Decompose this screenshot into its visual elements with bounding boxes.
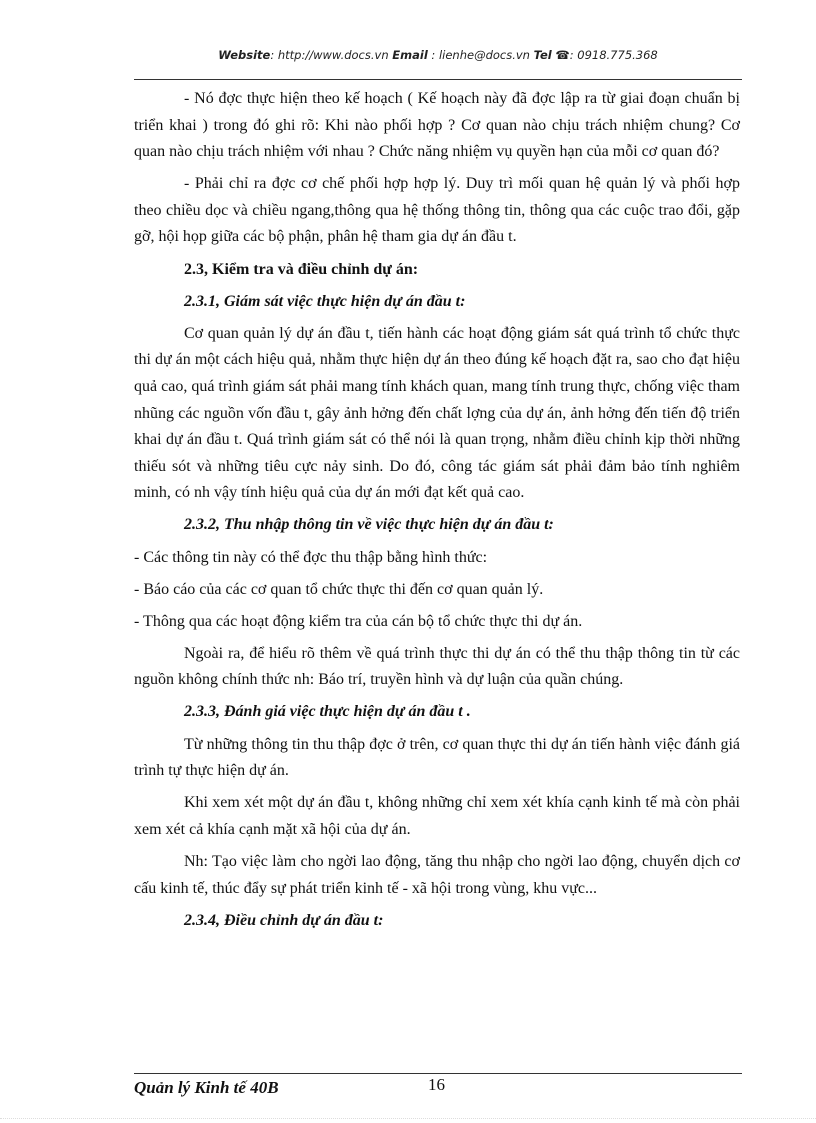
footer-divider <box>134 1073 742 1074</box>
subsection-heading: 2.3.1, Giám sát việc thực hiện dự án đầu t: <box>184 292 466 310</box>
body-paragraph: - Phải chỉ ra đợc cơ chế phối hợp hợp lý. Duy trì mối quan hệ quản lý và phối hợp theo chiều dọc và chiều ngang,thông qua hệ thống thông tin, thông qua các cuộc trao đổi, gặp gỡ, hội họp giữa các bộ phận, phân hệ tham gia dự án đầu t. <box>134 175 740 246</box>
page-number: 16 <box>428 1075 445 1094</box>
section-heading: 2.3, Kiểm tra và điều chỉnh dự án: <box>184 260 419 278</box>
body-paragraph: - Các thông tin này có thể đợc thu thập bằng hình thức: <box>134 548 488 566</box>
email-value: : lienhe@docs.vn <box>431 48 530 62</box>
header-divider <box>134 79 742 80</box>
subsection-heading: 2.3.3, Đánh giá việc thực hiện dự án đầu t . <box>184 703 471 721</box>
email-label: Email <box>392 48 428 62</box>
body-paragraph: - Báo cáo của các cơ quan tổ chức thực thi đến cơ quan quản lý. <box>134 580 544 598</box>
subsection-heading: 2.3.2, Thu nhập thông tin về việc thực hiện dự án đầu t: <box>184 516 554 534</box>
subsection-heading: 2.3.4, Điều chỉnh dự án đầu t: <box>184 911 384 929</box>
tel-value: : 0918.775.368 <box>569 48 658 62</box>
phone-icon: ☎ <box>555 48 570 62</box>
body-paragraph: Từ những thông tin thu thập đợc ở trên, cơ quan thực thi dự án tiến hành việc đánh giá trình tự thực hiện dự án. <box>134 735 740 780</box>
website-label: Website <box>218 48 271 62</box>
body-paragraph: Ngoài ra, để hiểu rõ thêm về quá trình thực thi dự án có thể thu thập thông tin từ các nguồn không chính thức nh: Báo trí, truyền hình và dự luận của quần chúng. <box>134 644 740 689</box>
page-edge-divider <box>0 1118 816 1119</box>
website-value: : http://www.docs.vn <box>270 48 389 62</box>
footer-course-title: Quản lý Kinh tế 40B <box>134 1078 279 1097</box>
document-body <box>134 86 740 940</box>
body-paragraph: - Thông qua các hoạt động kiểm tra của cán bộ tổ chức thực thi dự án. <box>134 612 583 630</box>
tel-label: Tel <box>533 48 552 62</box>
body-paragraph: Khi xem xét một dự án đầu t, không những chỉ xem xét khía cạnh kinh tế mà còn phải xem xét cả khía cạnh mặt xã hội của dự án. <box>134 794 740 838</box>
page-header <box>134 48 742 62</box>
body-paragraph: - Nó đợc thực hiện theo kế hoạch ( Kế hoạch này đã đợc lập ra từ giai đoạn chuẩn bị triển khai ) trong đó ghi rõ: Khi nào phối hợp ? Cơ quan nào chịu trách nhiệm chung? Cơ quan nào chịu trách nhiệm với nhau ? Chức năng nhiệm vụ quyền hạn của mỗi cơ quan đó? <box>134 90 740 161</box>
body-paragraph: Cơ quan quản lý dự án đầu t, tiến hành các hoạt động giám sát quá trình tổ chức thực thi dự án một cách hiệu quả, nhằm thực hiện dự án theo đúng kế hoạch đặt ra, sao cho đạt hiệu quả cao, quá trình giám sát phải mang tính khách quan, mang tính trung thực, chống việc tham nhũng các nguồn vốn đầu t, gây ảnh hởng đến chất lợng của dự án, ảnh hởng đến tiến độ triển khai dự án đầu t. Quá trình giám sát có thể nói là quan trọng, nhằm điều chỉnh kịp thời những thiếu sót và những tiêu cực nảy sinh. Do đó, công tác giám sát phải đảm bảo tính nghiêm minh, có nh vậy tính hiệu quả của dự án mới đạt kết quả cao. <box>134 324 740 502</box>
body-paragraph: Nh: Tạo việc làm cho ngời lao động, tăng thu nhập cho ngời lao động, chuyển dịch cơ cấu kinh tế, thúc đẩy sự phát triển kinh tế - xã hội trong vùng, khu vực... <box>134 852 740 897</box>
